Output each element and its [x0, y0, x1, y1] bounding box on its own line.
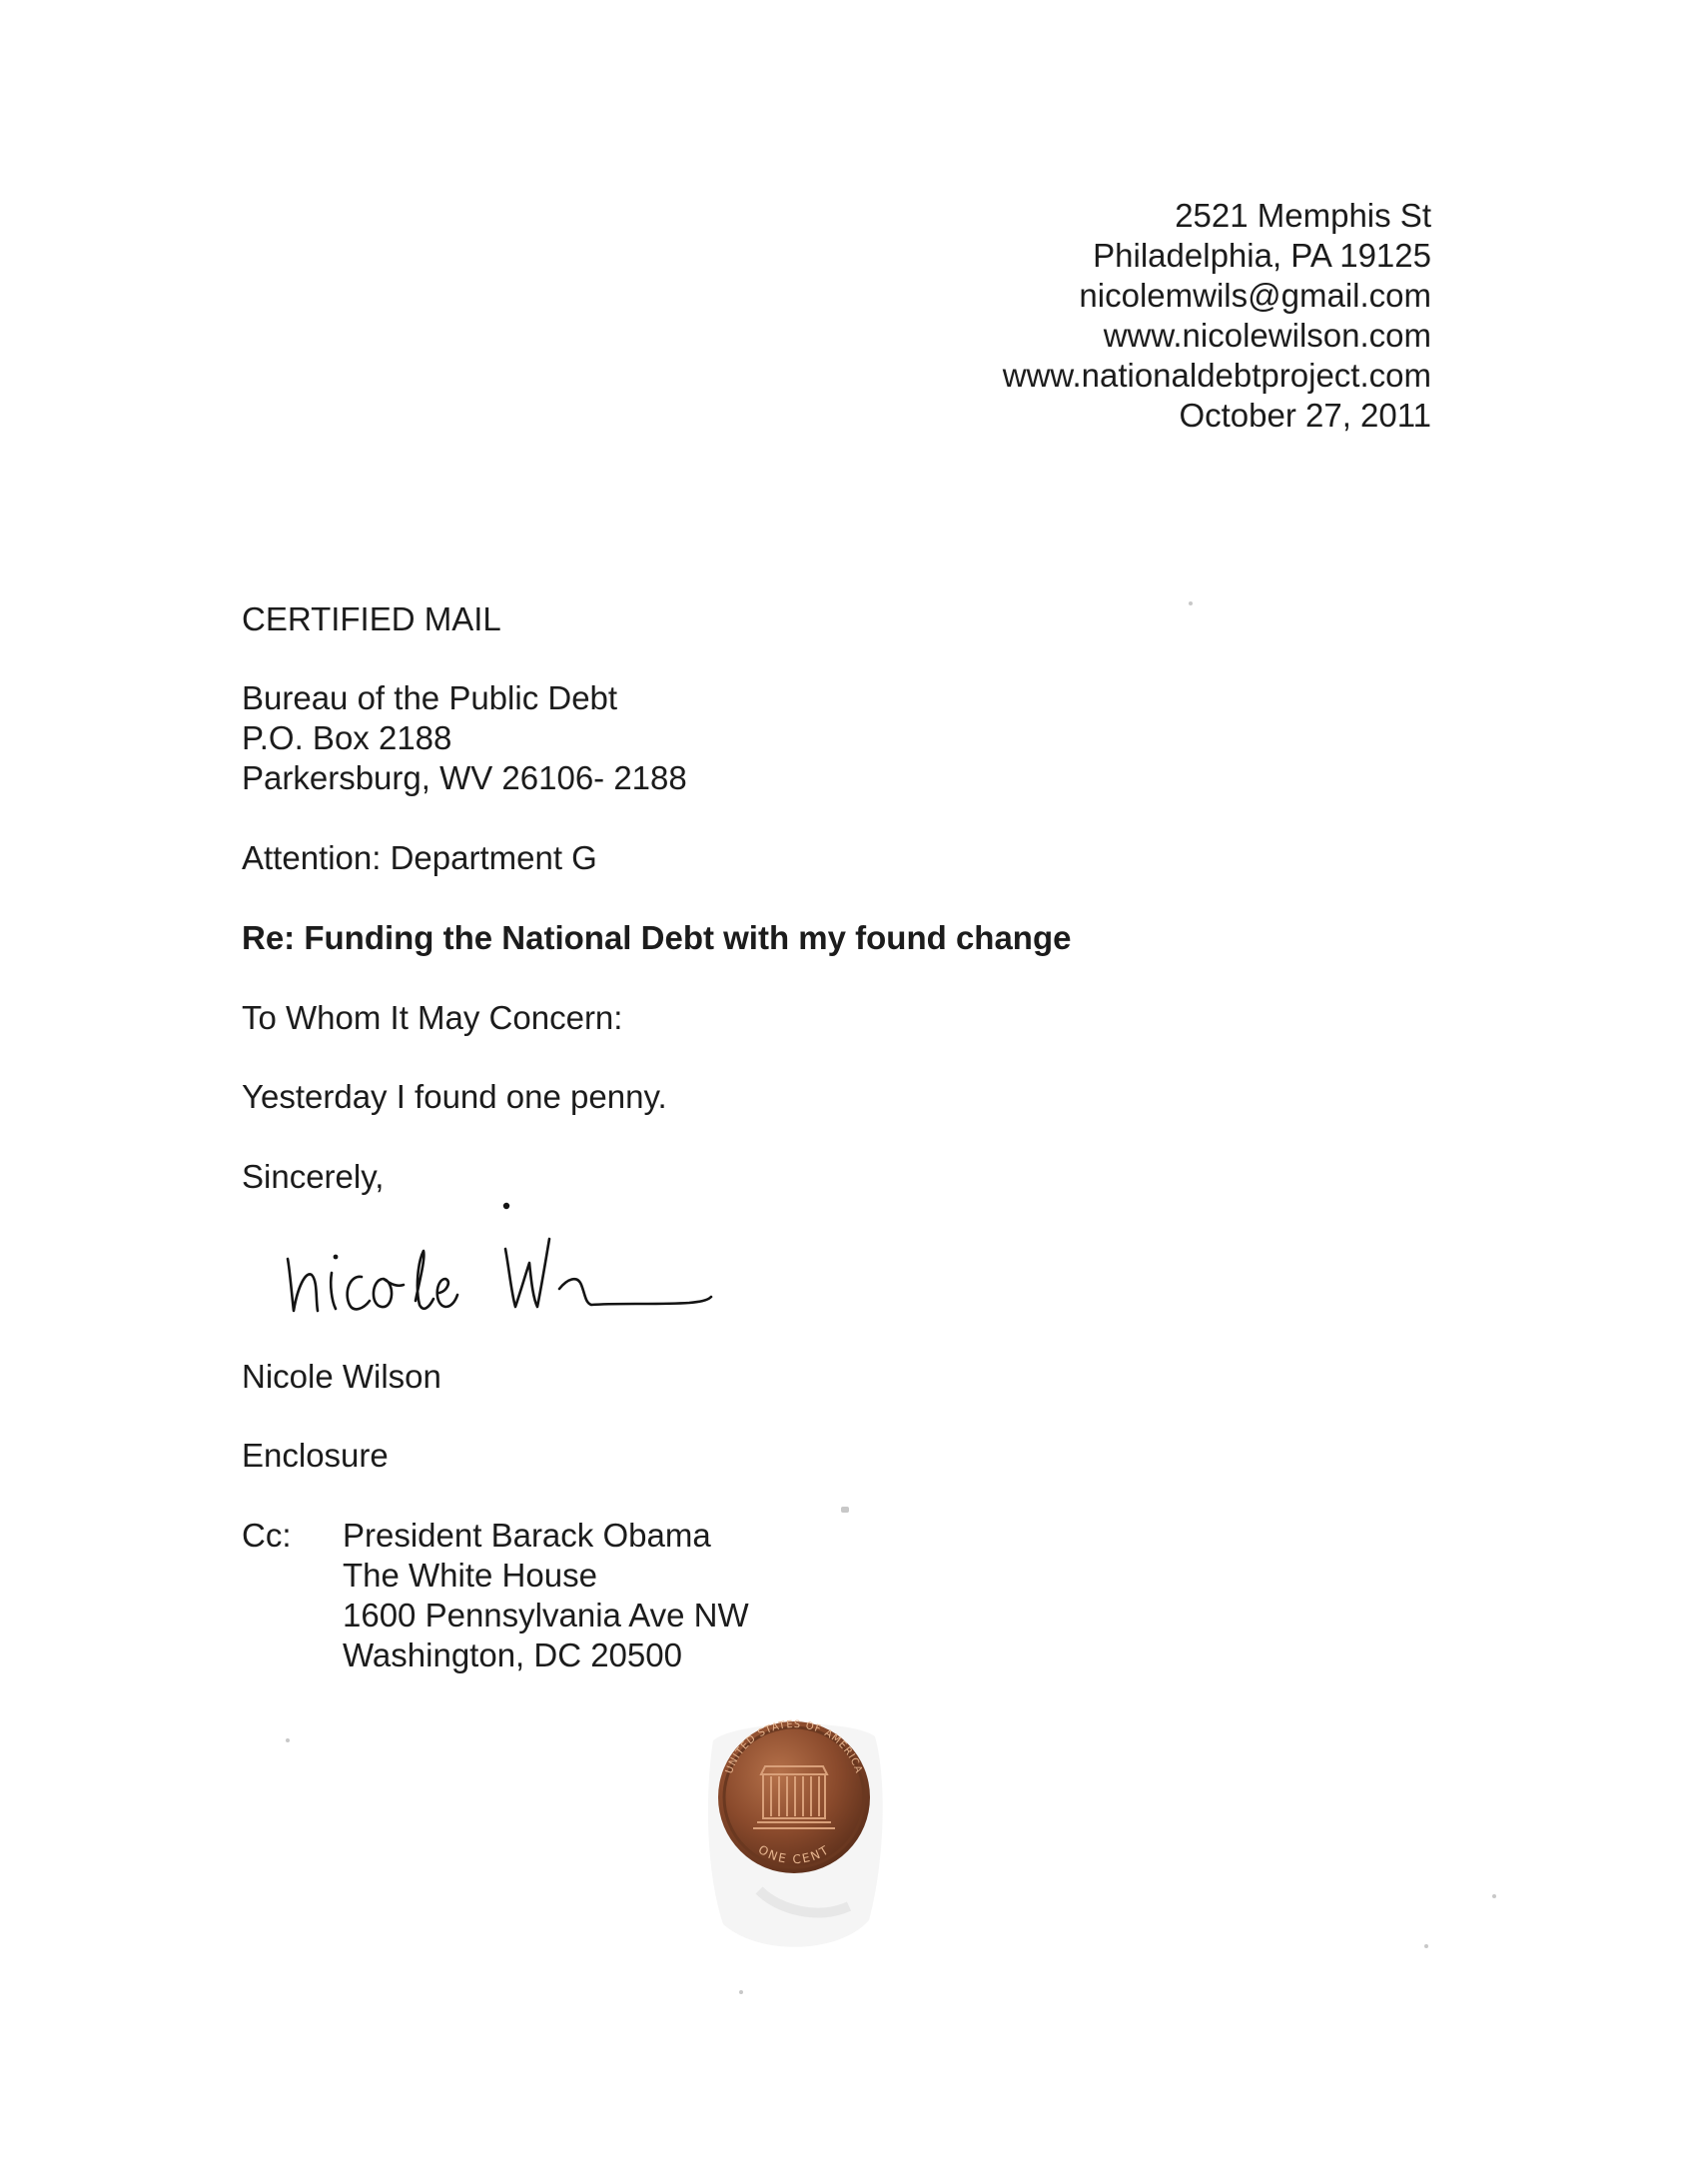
sender-project-website: www.nationaldebtproject.com — [1002, 357, 1431, 394]
cc-city-line: Washington, DC 20500 — [343, 1637, 682, 1673]
sender-city-line: Philadelphia, PA 19125 — [1093, 237, 1431, 274]
sender-website: www.nicolewilson.com — [1103, 317, 1431, 354]
recipient-name: Bureau of the Public Debt — [242, 679, 618, 716]
cc-name: President Barack Obama — [343, 1517, 711, 1554]
scan-speck — [1492, 1894, 1496, 1898]
mail-type: CERTIFIED MAIL — [242, 600, 501, 637]
salutation: To Whom It May Concern: — [242, 999, 623, 1036]
cc-label: Cc: — [242, 1517, 292, 1554]
recipient-po-box: P.O. Box 2188 — [242, 719, 452, 756]
scan-speck — [1189, 601, 1193, 605]
signer-name: Nicole Wilson — [242, 1358, 441, 1395]
closing: Sincerely, — [242, 1158, 385, 1195]
recipient-address — [242, 678, 687, 798]
enclosure-note: Enclosure — [242, 1437, 389, 1474]
scan-speck — [286, 1738, 290, 1742]
letter-body: Yesterday I found one penny. — [242, 1078, 667, 1115]
sender-email: nicolemwils@gmail.com — [1079, 277, 1431, 314]
letter-date: October 27, 2011 — [1179, 397, 1431, 434]
scan-speck — [841, 1507, 849, 1513]
scan-speck — [1424, 1944, 1428, 1948]
penny-bottom-text: ONE CENT — [755, 1841, 833, 1867]
scan-speck — [739, 1990, 743, 1994]
sender-address — [1003, 196, 1431, 436]
cc-street: 1600 Pennsylvania Ave NW — [343, 1597, 749, 1634]
cc-recipient-address — [343, 1516, 749, 1675]
attention-line: Attention: Department G — [242, 839, 597, 876]
recipient-city-line: Parkersburg, WV 26106- 2188 — [242, 759, 687, 796]
penny-top-text: UNITED STATES OF AMERICA — [723, 1718, 865, 1775]
cc-organization: The White House — [343, 1557, 597, 1594]
penny-image — [699, 1710, 889, 1960]
subject-line: Re: Funding the National Debt with my found change — [242, 919, 1072, 956]
handwritten-signature — [280, 1189, 719, 1339]
sender-street: 2521 Memphis St — [1175, 197, 1431, 234]
